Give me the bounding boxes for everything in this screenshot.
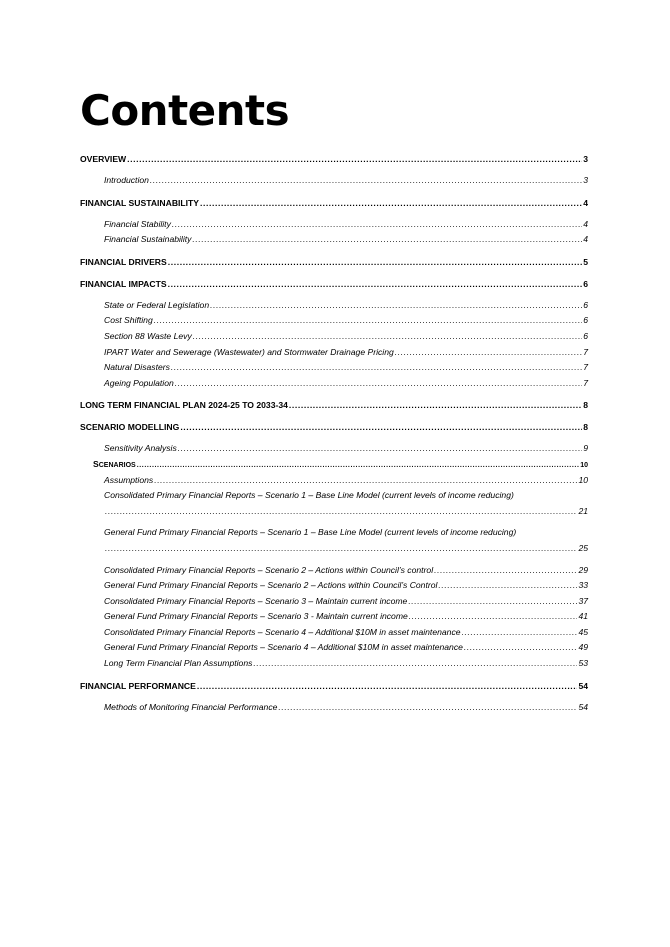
toc-entry[interactable] — [80, 360, 588, 376]
toc-entry-page: 21 — [578, 505, 588, 516]
toc-entry[interactable] — [80, 345, 588, 361]
toc-entry-title: General Fund Primary Financial Reports – Scenario 1 – Base Line Model (current levels of income reducing) — [104, 527, 517, 538]
toc-heading-entry[interactable] — [80, 277, 588, 292]
page-title: Contents — [80, 86, 290, 135]
toc-entry-page: 6 — [583, 278, 588, 289]
toc-entry-title: LONG TERM FINANCIAL PLAN 2024-25 TO 2033-34 — [80, 400, 288, 411]
toc-entry[interactable] — [80, 594, 588, 610]
toc-entry-title: Financial Stability — [104, 218, 171, 229]
toc-heading-entry[interactable] — [80, 420, 588, 435]
toc-entry-title: FINANCIAL SUSTAINABILITY — [80, 197, 200, 208]
toc-entry-title: Cost Shifting — [104, 315, 153, 326]
toc-entry-page: 8 — [583, 422, 588, 433]
dot-leader — [462, 625, 578, 641]
toc-entry-page: 6 — [583, 299, 588, 310]
toc-entry[interactable] — [80, 329, 588, 345]
dot-leader — [278, 700, 577, 716]
toc-entry[interactable] — [80, 376, 588, 392]
toc-entry-title: Assumptions — [104, 474, 154, 485]
toc-entry-leader-line — [104, 504, 588, 520]
dot-leader — [409, 609, 578, 625]
toc-entry-page: 33 — [578, 580, 588, 591]
toc-entry[interactable] — [80, 578, 588, 594]
toc-entry-page: 41 — [578, 611, 588, 622]
toc-entry-title: Financial Sustainability — [104, 234, 192, 245]
toc-entry-title: Introduction — [104, 175, 149, 185]
toc-entry-title: Consolidated Primary Financial Reports – Scenario 4 – Additional $10M in asset maintenance — [104, 626, 461, 637]
dot-leader — [150, 173, 582, 189]
dot-leader — [154, 313, 582, 329]
toc-entry[interactable] — [80, 217, 588, 233]
dot-leader — [434, 563, 577, 579]
toc-heading-entry[interactable] — [80, 679, 588, 694]
toc-entry-title: Natural Disasters — [104, 362, 170, 373]
dot-leader — [200, 196, 582, 211]
dot-leader — [154, 473, 577, 489]
toc-entry-title: OVERVIEW — [80, 154, 127, 164]
toc-entry-title: FINANCIAL IMPACTS — [80, 278, 167, 289]
toc-entry-title: FINANCIAL PERFORMANCE — [80, 680, 196, 691]
dot-leader — [192, 232, 582, 248]
toc-entry-page: 53 — [578, 658, 588, 669]
toc-entry-page: 45 — [578, 626, 588, 637]
toc-entry[interactable] — [80, 640, 588, 656]
toc-entry-page: 29 — [578, 564, 588, 575]
toc-entry-page: 54 — [578, 680, 588, 691]
toc-heading-entry[interactable] — [80, 255, 588, 270]
dot-leader — [168, 277, 583, 292]
toc-entry[interactable] — [80, 313, 588, 329]
toc-heading-entry[interactable] — [80, 152, 588, 167]
toc-heading-entry[interactable] — [80, 196, 588, 211]
dot-leader — [253, 656, 577, 672]
toc-entry-page: 10 — [580, 461, 588, 469]
toc-entry[interactable] — [80, 441, 588, 457]
toc-entry-page: 7 — [583, 377, 588, 388]
toc-entry-title: IPART Water and Sewerage (Wastewater) and Stormwater Drainage Pricing — [104, 346, 394, 357]
toc-entry-title: General Fund Primary Financial Reports – Scenario 3 - Maintain current income — [104, 611, 408, 622]
dot-leader — [175, 376, 582, 392]
dot-leader — [408, 594, 577, 610]
toc-entry-title: Consolidated Primary Financial Reports – Scenario 2 – Actions within Council’s control — [104, 564, 434, 575]
toc-entry[interactable] — [80, 473, 588, 489]
toc-entry-title: SCENARIOS — [93, 458, 136, 469]
toc-entry-title: General Fund Primary Financial Reports – Scenario 4 – Additional $10M in asset maintenance — [104, 642, 463, 653]
toc-entry-title: Ageing Population — [104, 377, 174, 388]
toc-entry-page: 10 — [578, 474, 588, 485]
toc-entry[interactable] — [80, 173, 588, 189]
toc-entry[interactable] — [80, 563, 588, 579]
dot-leader — [172, 217, 582, 233]
toc-entry[interactable] — [80, 525, 588, 556]
dot-leader — [197, 679, 578, 694]
toc-entry-page: 6 — [583, 315, 588, 326]
toc-entry-page: 3 — [583, 175, 588, 185]
dot-leader — [105, 504, 577, 520]
dot-leader — [289, 398, 582, 413]
toc-entry-page: 37 — [578, 595, 588, 606]
dot-leader — [105, 541, 577, 557]
toc-entry-title: FINANCIAL DRIVERS — [80, 256, 167, 267]
toc-entry-page: 4 — [583, 197, 588, 208]
dot-leader — [137, 458, 580, 474]
toc-entry-page: 7 — [583, 346, 588, 357]
toc-entry-title: Consolidated Primary Financial Reports – Scenario 3 – Maintain current income — [104, 595, 408, 606]
dot-leader — [180, 420, 582, 435]
toc-entry-leader-line — [104, 541, 588, 557]
toc-entry-page: 25 — [578, 542, 588, 553]
dot-leader — [168, 255, 582, 270]
dot-leader — [210, 298, 582, 314]
toc-entry-title: Consolidated Primary Financial Reports – Scenario 1 – Base Line Model (current levels of income reducing) — [104, 490, 514, 501]
toc-entry-page: 4 — [583, 234, 588, 245]
toc-entry[interactable] — [80, 609, 588, 625]
toc-entry-page: 49 — [578, 642, 588, 653]
dot-leader — [178, 441, 582, 457]
toc-entry[interactable] — [80, 700, 588, 716]
toc-entry-title: SCENARIO MODELLING — [80, 422, 180, 433]
toc-entry[interactable] — [80, 457, 588, 473]
toc-entry-page: 6 — [583, 330, 588, 341]
toc-heading-entry[interactable] — [80, 398, 588, 413]
table-of-contents — [80, 152, 588, 715]
toc-entry-page: 7 — [583, 362, 588, 373]
toc-entry-page: 4 — [583, 218, 588, 229]
toc-entry-title: State or Federal Legislation — [104, 299, 210, 310]
dot-leader — [438, 578, 577, 594]
toc-entry[interactable] — [80, 232, 588, 248]
toc-entry[interactable] — [80, 298, 588, 314]
toc-entry-page: 54 — [578, 701, 588, 712]
dot-leader — [464, 640, 578, 656]
toc-entry-page: 9 — [583, 443, 588, 454]
toc-entry-title: Methods of Monitoring Financial Performance — [104, 701, 278, 712]
toc-entry-title: Section 88 Waste Levy — [104, 330, 192, 341]
toc-entry-page: 8 — [583, 400, 588, 411]
toc-entry[interactable] — [80, 625, 588, 641]
toc-entry-page: 5 — [583, 256, 588, 267]
toc-entry-title: Sensitivity Analysis — [104, 443, 177, 454]
toc-entry-title: General Fund Primary Financial Reports – Scenario 2 – Actions within Council’s Control — [104, 580, 438, 591]
dot-leader — [171, 360, 582, 376]
dot-leader — [193, 329, 582, 345]
toc-entry-page: 3 — [583, 154, 588, 164]
dot-leader — [127, 152, 582, 167]
toc-entry[interactable] — [80, 488, 588, 519]
toc-entry[interactable] — [80, 656, 588, 672]
dot-leader — [395, 345, 582, 361]
toc-entry-title: Long Term Financial Plan Assumptions — [104, 658, 253, 669]
